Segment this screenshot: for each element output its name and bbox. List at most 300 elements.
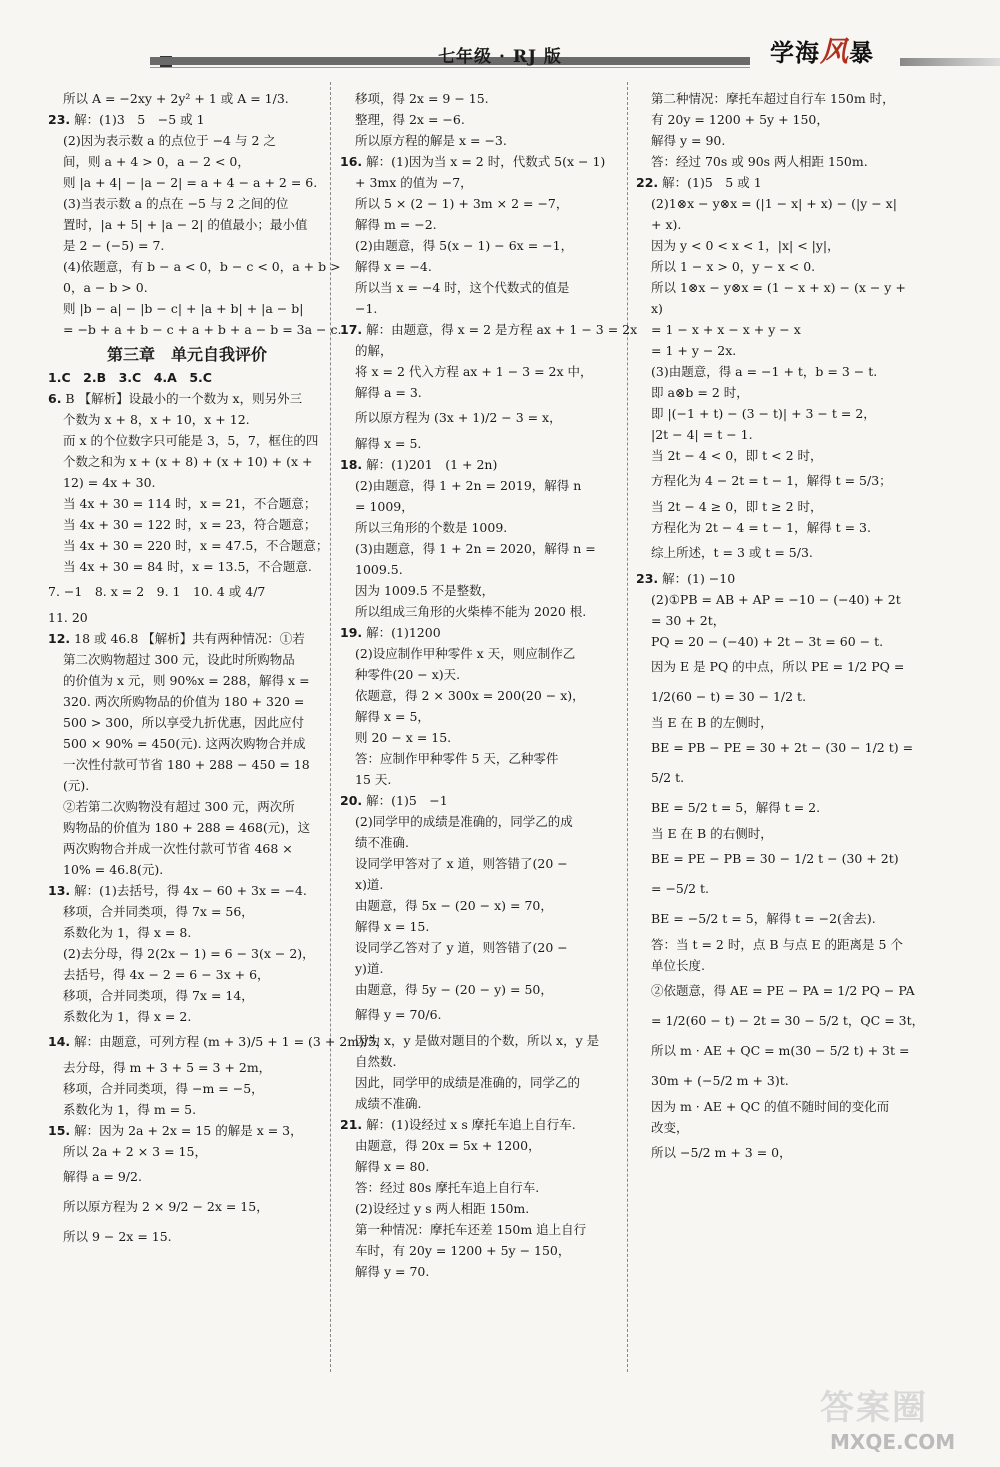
answer-text: 移项，合并同类项，得 −m = −5， <box>63 1081 264 1096</box>
answer-line <box>636 256 926 277</box>
answer-line <box>636 214 926 235</box>
answer-text: (3)由题意，得 1 + 2n = 2020，解得 n = <box>355 541 596 556</box>
answer-text: 30m + (−5/2 m + 3)t. <box>651 1073 789 1088</box>
answer-text: 解：(1)1200 <box>362 625 441 640</box>
question-number: 22. <box>636 175 659 190</box>
answer-line <box>636 844 926 874</box>
answer-line <box>636 151 926 172</box>
answer-text: 个数之和为 x + (x + 8) + (x + 10) + (x + <box>63 454 313 469</box>
answer-line <box>48 1192 326 1222</box>
answer-line <box>340 895 622 916</box>
answer-line <box>340 1093 622 1114</box>
answer-line <box>636 1117 926 1138</box>
answer-text: 而 x 的个位数字只可能是 3，5，7，框住的四 <box>63 433 319 448</box>
answer-text: 购物品的价值为 180 + 288 = 468(元)，这 <box>63 820 311 835</box>
answer-line <box>340 1156 622 1177</box>
answer-line <box>48 235 326 256</box>
answer-line <box>636 904 926 934</box>
answer-line <box>340 151 622 172</box>
answer-line <box>636 340 926 361</box>
answer-text: (2)①PB = AB + AP = −10 − (−40) + 2t <box>651 592 901 607</box>
answer-line <box>48 712 326 733</box>
answer-text: 解得 a = 3. <box>355 385 422 400</box>
answer-line <box>340 403 622 433</box>
answer-line <box>340 172 622 193</box>
answer-line <box>636 319 926 340</box>
answer-text: 500 × 90% = 450(元). 这两次购物合并成 <box>63 736 306 751</box>
answer-line <box>636 934 926 955</box>
answer-column-middle <box>340 88 638 1282</box>
answer-line <box>48 838 326 859</box>
answer-line <box>48 817 326 838</box>
watermark-stamp: 答案圈 <box>820 1388 928 1428</box>
answer-line <box>48 472 326 493</box>
answer-text: 当 E 在 B 的左侧时， <box>651 715 773 730</box>
answer-text: 则 |b − a| − |b − c| + |a + b| + |a − b| <box>63 301 304 316</box>
answer-text: 解得 x = 80. <box>355 1159 430 1174</box>
answer-text: 答：经过 80s 摩托车追上自行车. <box>355 1180 540 1195</box>
answer-text: B 【解析】设最小的一个数为 x，则另外三 <box>61 391 303 406</box>
answer-text: = 1/2(60 − t) − 2t = 30 − 5/2 t，QC = 3t， <box>651 1013 925 1028</box>
answer-text: 种零件(20 − x)天. <box>355 667 461 682</box>
answer-line <box>340 853 622 874</box>
answer-line <box>636 1066 926 1096</box>
answer-text: 所以原方程的解是 x = −3. <box>355 133 507 148</box>
answer-line <box>636 652 926 682</box>
answer-line <box>340 382 622 403</box>
answer-line <box>636 874 926 904</box>
answer-line <box>48 943 326 964</box>
answer-text: 答：经过 70s 或 90s 两人相距 150m. <box>651 154 868 169</box>
answer-text: 改变， <box>651 1120 689 1135</box>
answer-text: 1/2(60 − t) = 30 − 1/2 t. <box>651 689 807 704</box>
answer-text: 综上所述，t = 3 或 t = 5/3. <box>651 545 813 560</box>
answer-line <box>48 1027 389 1057</box>
question-number: 12. <box>48 631 71 646</box>
answer-line <box>48 367 326 388</box>
answer-line <box>48 628 326 649</box>
answer-line <box>48 1006 326 1027</box>
answer-line <box>340 538 622 559</box>
answer-line <box>48 130 326 151</box>
answer-line <box>340 622 622 643</box>
answer-line <box>636 733 926 763</box>
answer-text: + 3mx 的值为 −7， <box>355 175 473 190</box>
answer-line <box>48 985 326 1006</box>
answer-line <box>48 577 326 607</box>
answer-text: 两次购物合并成一次性付款可节省 468 × <box>63 841 293 856</box>
answer-line <box>48 556 326 577</box>
answer-text: 320. 两次所购物品的价值为 180 + 320 = <box>63 694 305 709</box>
answer-line <box>340 496 622 517</box>
answer-text: 因为 1009.5 不是整数， <box>355 583 495 598</box>
answer-text: 单位长度. <box>651 958 705 973</box>
answer-line <box>48 409 326 430</box>
answer-text: 设同学甲答对了 x 道，则答错了(20 − <box>355 856 568 871</box>
answer-line <box>340 958 622 979</box>
answer-line <box>636 361 926 382</box>
answer-line <box>48 691 326 712</box>
answer-text: x) <box>651 301 663 316</box>
answer-text: 解：(1)设经过 x s 摩托车追上自行车. <box>362 1117 576 1132</box>
answer-line <box>48 670 326 691</box>
answer-line <box>48 1099 326 1120</box>
answer-text: 所以 1⊗x − y⊗x = (1 − x + x) − (x − y + <box>651 280 906 295</box>
answer-text: BE = −5/2 t = 5，解得 t = −2(舍去). <box>651 911 876 926</box>
answer-line <box>48 1078 326 1099</box>
answer-text: 答：当 t = 2 时，点 B 与点 E 的距离是 5 个 <box>651 937 903 952</box>
answer-text: 5/2 t. <box>651 770 685 785</box>
answer-line <box>636 682 926 712</box>
answer-line <box>48 388 326 409</box>
answer-line <box>340 340 622 361</box>
answer-line <box>340 1072 622 1093</box>
answer-line <box>636 1036 926 1066</box>
answer-line <box>340 1135 622 1156</box>
answer-text: 依题意，得 2 × 300x = 200(20 − x)， <box>355 688 585 703</box>
question-number: 20. <box>340 793 363 808</box>
answer-text: 解得 m = −2. <box>355 217 437 232</box>
question-number: 23. <box>48 112 71 127</box>
answer-line <box>340 256 622 277</box>
answer-text: 解：(1)201 (1 + 2n) <box>362 457 498 472</box>
answer-line <box>636 466 926 496</box>
answer-text: y)道. <box>355 961 384 976</box>
answer-line <box>340 214 622 235</box>
answer-text: 系数化为 1，得 m = 5. <box>63 1102 197 1117</box>
question-number: 6. <box>48 391 62 406</box>
answer-line <box>48 880 326 901</box>
answer-text: (2)设应制作甲种零件 x 天，则应制作乙 <box>355 646 576 661</box>
answer-line <box>636 793 926 823</box>
answer-text: + x). <box>651 217 682 232</box>
answer-text: 即 |(−1 + t) − (3 − t)| + 3 − t = 2， <box>651 406 876 421</box>
answer-text: 解得 x = 5. <box>355 436 422 451</box>
answer-text: 移项，合并同类项，得 7x = 56， <box>63 904 254 919</box>
answer-text: 解得 y = 70. <box>355 1264 430 1279</box>
answer-text: 解得 a = 9/2. <box>63 1169 142 1184</box>
answer-text: 因为 E 是 PQ 的中点，所以 PE = 1/2 PQ = <box>651 659 905 674</box>
answer-line <box>340 1177 622 1198</box>
answer-line <box>48 1222 326 1252</box>
answer-line <box>48 859 326 880</box>
answer-line <box>48 430 326 451</box>
answer-line <box>48 109 326 130</box>
answer-line <box>48 493 326 514</box>
answer-line <box>340 748 622 769</box>
answer-text: 因此，同学甲的成绩是准确的，同学乙的 <box>355 1075 581 1090</box>
answer-text: 成绩不准确. <box>355 1096 422 1111</box>
question-number: 18. <box>340 457 363 472</box>
answer-text: 第二种情况：摩托车超过自行车 150m 时， <box>651 91 895 106</box>
answer-line <box>340 1030 622 1051</box>
answer-text: 整理，得 2x = −6. <box>355 112 465 127</box>
answer-text: (3)由题意，得 a = −1 + t，b = 3 − t. <box>651 364 878 379</box>
answer-line <box>48 922 326 943</box>
answer-text: 解得 x = 15. <box>355 919 430 934</box>
header-rule-thin <box>150 67 750 68</box>
answer-text: 去括号，得 4x − 2 = 6 − 3x + 6， <box>63 967 270 982</box>
answer-line <box>636 976 926 1006</box>
answer-line <box>340 559 622 580</box>
answer-text: 所以 9 − 2x = 15. <box>63 1229 172 1244</box>
answer-text: = 30 + 2t， <box>651 613 726 628</box>
answer-text: 当 4x + 30 = 84 时，x = 13.5，不合题意. <box>63 559 312 574</box>
answer-line <box>48 88 326 109</box>
answer-line <box>340 790 622 811</box>
answer-text: 当 2t − 4 < 0，即 t < 2 时， <box>651 448 823 463</box>
brand-suffix: 暴 <box>849 38 875 67</box>
answer-line <box>48 214 326 235</box>
answer-line <box>340 1261 622 1282</box>
answer-text: 系数化为 1，得 x = 2. <box>63 1009 192 1024</box>
answer-text: 是 2 − (−5) = 7. <box>63 238 165 253</box>
answer-line <box>636 568 926 589</box>
brand-mid: 风 <box>820 35 850 68</box>
answer-text: 移项，合并同类项，得 7x = 14， <box>63 988 254 1003</box>
answer-text: 当 4x + 30 = 114 时，x = 21，不合题意； <box>63 496 317 511</box>
answer-text: 解：(1)5 −1 <box>362 793 448 808</box>
answer-text: 所以 5 × (2 − 1) + 3m × 2 = −7， <box>355 196 569 211</box>
answer-text: 第一种情况：摩托车还差 150m 追上自行 <box>355 1222 587 1237</box>
answer-text: ②若第二次购物没有超过 300 元，两次所 <box>63 799 295 814</box>
answer-line <box>340 874 622 895</box>
answer-line <box>636 610 926 631</box>
answer-text: 所以组成三角形的火柴棒不能为 2020 根. <box>355 604 587 619</box>
answer-text: 去分母，得 m + 3 + 5 = 3 + 2m， <box>63 1060 272 1075</box>
answer-line <box>340 361 622 382</box>
answer-text: PQ = 20 − (−40) + 2t − 3t = 60 − t. <box>651 634 884 649</box>
answer-text: 因为 m · AE + QC 的值不随时间的变化而 <box>651 1099 890 1114</box>
answer-line <box>48 1120 326 1141</box>
answer-text: 当 2t − 4 ≥ 0，即 t ≥ 2 时， <box>651 499 823 514</box>
answer-text: 则 20 − x = 15. <box>355 730 452 745</box>
answer-line <box>340 1240 622 1261</box>
footer-watermark <box>820 1380 990 1460</box>
answer-text: 一次性付款可节省 180 + 288 − 450 = 18 <box>63 757 310 772</box>
answer-text: 车时，有 20y = 1200 + 5y − 150， <box>355 1243 571 1258</box>
answer-line <box>636 1096 926 1117</box>
answer-text: 15 天. <box>355 772 392 787</box>
answer-text: 解：由题意，得 x = 2 是方程 ax + 1 − 3 = 2x <box>362 322 638 337</box>
answer-text: 自然数. <box>355 1054 397 1069</box>
answer-line <box>636 130 926 151</box>
answer-text: = −b + a + b − c + a + b + a − b = 3a − c. <box>63 322 342 337</box>
answer-line <box>636 382 926 403</box>
answer-line <box>48 607 326 628</box>
answer-text: 0，a − b > 0. <box>63 280 148 295</box>
answer-line <box>340 1000 622 1030</box>
answer-line <box>636 496 926 517</box>
chapter-heading: 第三章 单元自我评价 <box>106 345 267 364</box>
answer-text: 解：(1)5 5 或 1 <box>658 175 762 190</box>
answer-line <box>340 130 622 151</box>
answer-line <box>48 901 326 922</box>
answer-text: 有 20y = 1200 + 5y + 150， <box>651 112 829 127</box>
answer-text: = 1 − x + x − x + y − x <box>651 322 801 337</box>
answer-text: 所以 1 − x > 0，y − x < 0. <box>651 259 816 274</box>
answer-line <box>340 235 622 256</box>
answer-line <box>340 1198 622 1219</box>
answer-line <box>636 589 926 610</box>
answer-text: |2t − 4| = t − 1. <box>651 427 753 442</box>
answer-text: x)道. <box>355 877 384 892</box>
answer-line <box>340 433 622 454</box>
answer-text: (2)同学甲的成绩是准确的，同学乙的成 <box>355 814 573 829</box>
answer-text: 所以 A = −2xy + 2y² + 1 或 A = 1/3. <box>63 91 289 106</box>
answer-text: 所以当 x = −4 时，这个代数式的值是 <box>355 280 570 295</box>
answer-text: 1009.5. <box>355 562 403 577</box>
answer-text: 间，则 a + 4 > 0，a − 2 < 0， <box>63 154 250 169</box>
answer-line <box>340 88 622 109</box>
answer-text: 因为 x，y 是做对题目的个数，所以 x，y 是 <box>355 1033 600 1048</box>
question-number: 16. <box>340 154 363 169</box>
answer-text: 所以 m · AE + QC = m(30 − 5/2 t) + 3t = <box>651 1043 910 1058</box>
answer-line <box>636 517 926 538</box>
brand-prefix: 学海 <box>770 38 820 67</box>
brand-logo <box>770 30 874 70</box>
answer-text: 的解， <box>355 343 393 358</box>
column-divider-right <box>627 82 628 1372</box>
answer-text: 绩不准确. <box>355 835 409 850</box>
answer-text: 解得 y = 90. <box>651 133 726 148</box>
answer-line <box>340 916 622 937</box>
answer-text: (2)设经过 y s 两人相距 150m. <box>355 1201 530 1216</box>
answer-line <box>48 451 326 472</box>
question-number: 21. <box>340 1117 363 1132</box>
answer-line <box>48 514 326 535</box>
answer-line <box>48 796 326 817</box>
watermark-url: MXQE.COM <box>830 1430 956 1454</box>
answer-text: 因为 y < 0 < x < 1，|x| < |y|， <box>651 238 840 253</box>
answer-line <box>48 775 326 796</box>
answer-line <box>340 811 622 832</box>
answer-text: 11. 20 <box>48 610 88 625</box>
answer-line <box>636 712 926 733</box>
question-number: 13. <box>48 883 71 898</box>
question-number: 17. <box>340 322 363 337</box>
answer-text: 12) = 4x + 30. <box>63 475 156 490</box>
answer-text: (2)由题意，得 5(x − 1) − 6x = −1， <box>355 238 574 253</box>
answer-line <box>340 193 622 214</box>
answer-text: 解得 y = 70/6. <box>355 1007 442 1022</box>
question-number: 23. <box>636 571 659 586</box>
answer-line <box>340 979 622 1000</box>
answer-text: 移项，得 2x = 9 − 15. <box>355 91 489 106</box>
answer-line <box>340 109 622 130</box>
answer-text: 解：(1) −10 <box>658 571 736 586</box>
answer-line <box>340 601 622 622</box>
answer-line <box>340 298 622 319</box>
answer-text: 所以 −5/2 m + 3 = 0， <box>651 1145 792 1160</box>
answer-line <box>636 403 926 424</box>
answer-text: (2)由题意，得 1 + 2n = 2019，解得 n <box>355 478 582 493</box>
answer-line <box>636 538 926 568</box>
answer-text: 解得 x = −4. <box>355 259 432 274</box>
answer-text: −1. <box>355 301 378 316</box>
answer-line <box>340 664 622 685</box>
answer-text: 1.C 2.B 3.C 4.A 5.C <box>48 370 212 385</box>
answer-text: 答：应制作甲种零件 5 天，乙种零件 <box>355 751 559 766</box>
answer-text: 解：(1)去括号，得 4x − 60 + 3x = −4. <box>70 883 307 898</box>
answer-text: 方程化为 4 − 2t = t − 1，解得 t = 5/3； <box>651 473 892 488</box>
answer-line <box>340 727 622 748</box>
answer-text: = 1 + y − 2x. <box>651 343 737 358</box>
answer-text: 解：(1)3 5 −5 或 1 <box>70 112 205 127</box>
answer-line <box>48 319 342 340</box>
answer-text: = 1009， <box>355 499 414 514</box>
answer-text: BE = PE − PB = 30 − 1/2 t − (30 + 2t) <box>651 851 899 866</box>
answer-column-right <box>636 88 926 1168</box>
answer-text: (4)依题意，有 b − a < 0，b − c < 0，a + b > <box>63 259 341 274</box>
answer-text: (元). <box>63 778 90 793</box>
answer-line <box>340 454 622 475</box>
answer-text: 10% = 46.8(元). <box>63 862 164 877</box>
answer-text: (2)1⊗x − y⊗x = (|1 − x| + x) − (|y − x| <box>651 196 897 211</box>
answer-text: 所以原方程为 2 × 9/2 − 2x = 15， <box>63 1199 269 1214</box>
answer-text: 置时，|a + 5| + |a − 2| 的值最小；最小值 <box>63 217 308 232</box>
answer-line <box>48 172 326 193</box>
answer-line <box>636 193 926 214</box>
answer-text: 由题意，得 5x − (20 − x) = 70， <box>355 898 553 913</box>
answer-line <box>340 832 622 853</box>
question-number: 15. <box>48 1123 71 1138</box>
answer-line <box>48 535 329 556</box>
answer-text: 解：由题意，可列方程 (m + 3)/5 + 1 = (3 + 2m)/5， <box>70 1034 389 1049</box>
answer-line <box>340 475 622 496</box>
answer-line <box>340 1219 622 1240</box>
answer-line <box>340 685 622 706</box>
answer-text: 解：因为 2a + 2x = 15 的解是 x = 3， <box>70 1123 303 1138</box>
answer-text: BE = PB − PE = 30 + 2t − (30 − 1/2 t) = <box>651 740 914 755</box>
answer-line <box>340 769 622 790</box>
answer-text: (2)因为表示数 a 的点位于 −4 与 2 之 <box>63 133 276 148</box>
answer-line <box>48 277 326 298</box>
answer-text: 第二次购物超过 300 元，设此时所购物品 <box>63 652 295 667</box>
answer-text: 的价值为 x 元，则 90%x = 288，解得 x = <box>63 673 310 688</box>
answer-line <box>636 172 926 193</box>
answer-line <box>636 823 926 844</box>
answer-line <box>636 88 926 109</box>
answer-line <box>340 1051 622 1072</box>
answer-line <box>636 955 926 976</box>
answer-text: 500 > 300，所以享受九折优惠，因此应付 <box>63 715 305 730</box>
answer-line <box>636 298 926 319</box>
answer-text: 所以三角形的个数是 1009. <box>355 520 508 535</box>
answer-line <box>340 706 622 727</box>
answer-line <box>48 964 326 985</box>
answer-text: 所以原方程为 (3x + 1)/2 − 3 = x， <box>355 410 562 425</box>
answer-line <box>340 277 622 298</box>
answer-line <box>340 319 638 340</box>
answer-line <box>48 151 326 172</box>
header-rule-right <box>900 58 1000 66</box>
answer-line <box>636 631 926 652</box>
answer-text: 系数化为 1，得 x = 8. <box>63 925 192 940</box>
answer-text: 方程化为 2t − 4 = t − 1，解得 t = 3. <box>651 520 871 535</box>
answer-line <box>636 109 926 130</box>
answer-line <box>48 256 341 277</box>
answer-line <box>48 1057 326 1078</box>
answer-text: 设同学乙答对了 y 道，则答错了(20 − <box>355 940 568 955</box>
answer-text: 所以 2a + 2 × 3 = 15， <box>63 1144 207 1159</box>
answer-text: 个数为 x + 8，x + 10，x + 12. <box>63 412 250 427</box>
answer-text: 由题意，得 20x = 5x + 1200， <box>355 1138 541 1153</box>
answer-line <box>48 754 326 775</box>
answer-text: 18 或 46.8 【解析】共有两种情况：①若 <box>70 631 305 646</box>
answer-text: 解得 x = 5， <box>355 709 430 724</box>
answer-line <box>48 193 326 214</box>
